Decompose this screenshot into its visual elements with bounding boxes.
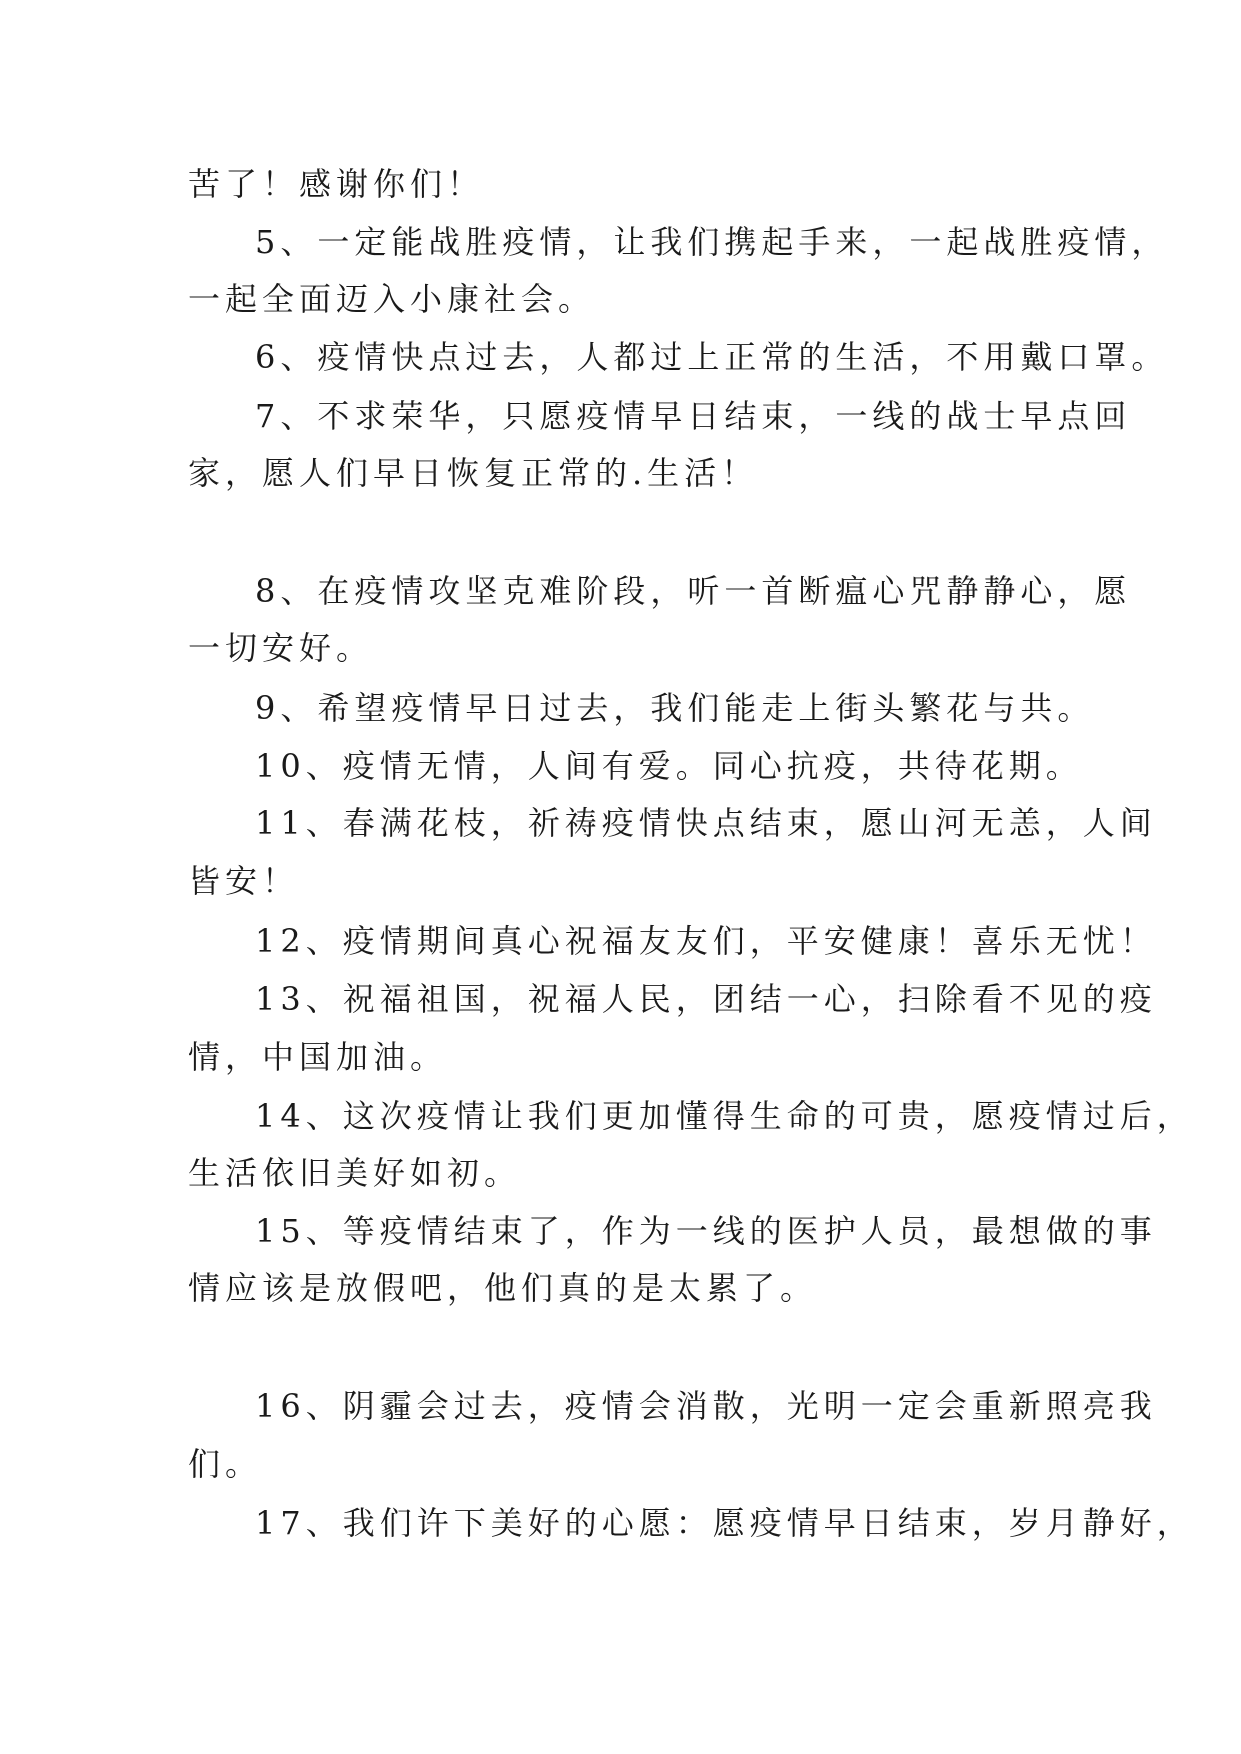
text-line: 苦了！感谢你们！: [188, 165, 485, 203]
text-line: 10、疫情无情，人间有爱。同心抗疫，共待花期。: [255, 747, 1083, 785]
text-line: 15、等疫情结束了，作为一线的医护人员，最想做的事: [255, 1212, 1157, 1250]
text-line: 17、我们许下美好的心愿：愿疫情早日结束，岁月静好，: [255, 1504, 1194, 1542]
text-line: 生活依旧美好如初。: [188, 1154, 522, 1192]
text-line: 家，愿人们早日恢复正常的.生活！: [188, 454, 759, 492]
text-line: 13、祝福祖国，祝福人民，团结一心，扫除看不见的疫: [255, 980, 1157, 1018]
text-line: 8、在疫情攻坚克难阶段，听一首断瘟心咒静静心，愿: [255, 572, 1132, 610]
text-line: 11、春满花枝，祈祷疫情快点结束，愿山河无恙，人间: [255, 804, 1157, 842]
text-line: 12、疫情期间真心祝福友友们，平安健康！喜乐无忧！: [255, 922, 1157, 960]
text-line: 7、不求荣华，只愿疫情早日结束，一线的战士早点回: [255, 397, 1132, 435]
text-line: 皆安！: [188, 862, 300, 900]
text-line: 们。: [188, 1445, 263, 1483]
text-line: 一起全面迈入小康社会。: [188, 280, 596, 318]
text-line: 情应该是放假吧，他们真的是太累了。: [188, 1269, 818, 1307]
text-line: 16、阴霾会过去，疫情会消散，光明一定会重新照亮我: [255, 1387, 1157, 1425]
text-line: 14、这次疫情让我们更加懂得生命的可贵，愿疫情过后，: [255, 1097, 1194, 1135]
text-line: 9、希望疫情早日过去，我们能走上街头繁花与共。: [255, 689, 1095, 727]
text-line: 情，中国加油。: [188, 1038, 448, 1076]
text-line: 一切安好。: [188, 629, 374, 667]
text-line: 5、一定能战胜疫情，让我们携起手来，一起战胜疫情，: [255, 223, 1169, 261]
text-line: 6、疫情快点过去，人都过上正常的生活，不用戴口罩。: [255, 338, 1169, 376]
